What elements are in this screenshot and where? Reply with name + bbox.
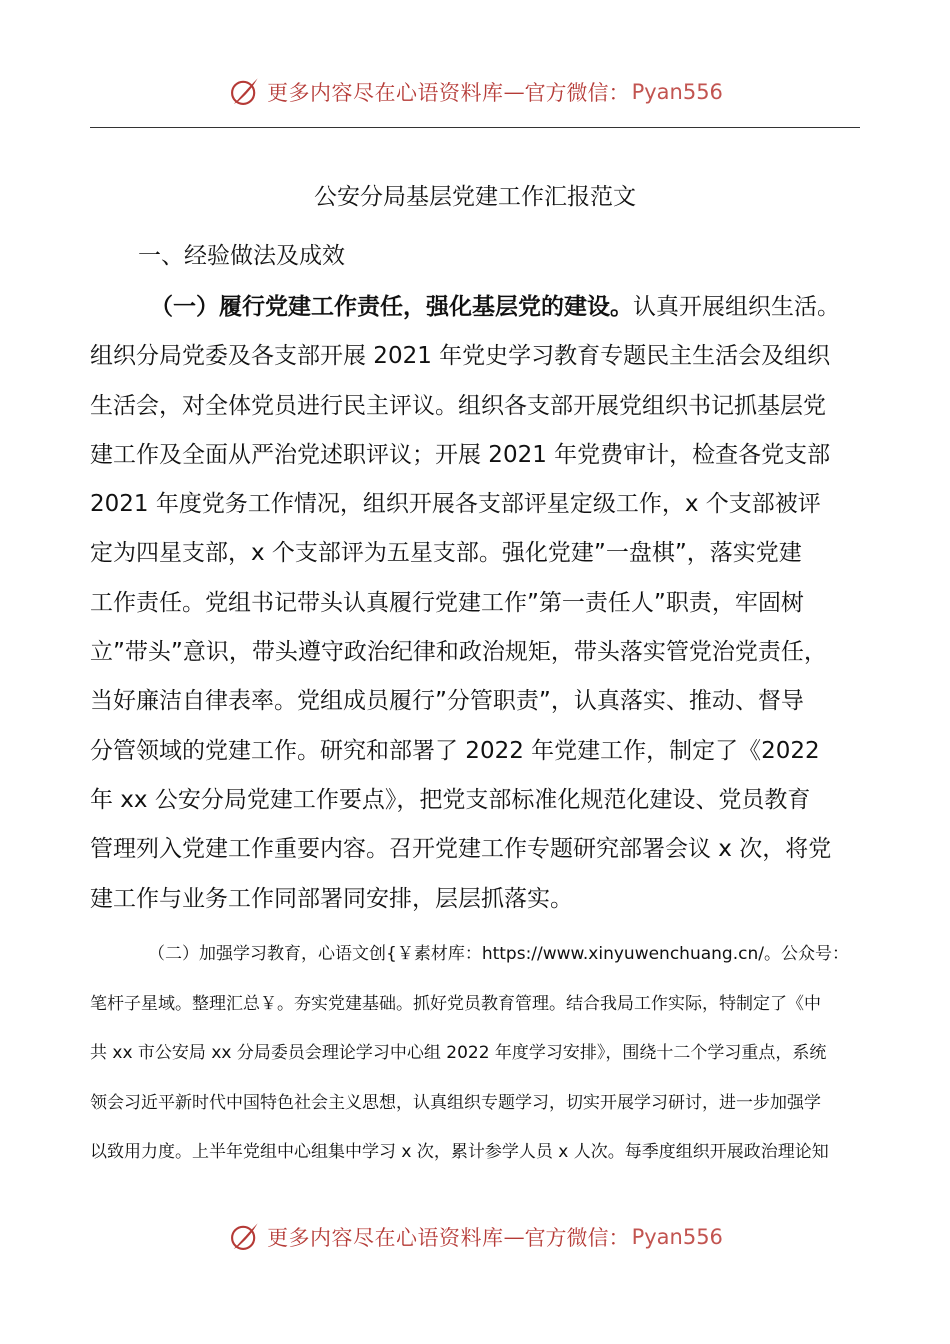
quill-pen-logo-icon: [227, 75, 261, 109]
paragraph-2-line: 共 xx 市公安局 xx 分局委员会理论学习中心组 2022 年度学习安排》，围绕十二个学习重点，系统: [90, 1043, 827, 1063]
banner-separator: —: [503, 80, 525, 104]
header-watermark-banner: [0, 72, 950, 112]
paragraph-1-line: 建工作及全面从严治党述职评议；开展 2021 年党费审计，检查各党支部: [90, 441, 831, 468]
footer-watermark-banner: [0, 1217, 950, 1257]
paragraph-1-line: 生活会，对全体党员进行民主评议。组织各支部开展党组织书记抓基层党: [90, 392, 826, 419]
paragraph-1-line: [90, 283, 870, 332]
quill-pen-logo-icon: [227, 1220, 261, 1254]
paragraph-1-line-text: 认真开展组织生活。: [633, 294, 840, 320]
banner-main-text: 更多内容尽在心语资料库: [267, 1226, 504, 1250]
banner-main-text: 更多内容尽在心语资料库: [267, 81, 504, 105]
paragraph-1-line: 管理列入党建工作重要内容。召开党建工作专题研究部署会议 x 次，将党: [90, 836, 832, 863]
paragraph-2-line: 笔杆子星域。整理汇总￥。夯实党建基础。抓好党员教育管理。结合我局工作实际，特制定了《中: [90, 993, 821, 1014]
paragraph-1-line: 2021 年度党务工作情况，组织开展各支部评星定级工作，x 个支部被评: [90, 491, 821, 518]
paragraph-1-line: 立”带头”意识，带头遵守政治纪律和政治规矩，带头落实管党治党责任，: [90, 639, 827, 666]
paragraph-2-line: （二）加强学习教育，心语文创{￥素材库：https://www.xinyuwenchuang.cn/。公众号：: [148, 944, 849, 964]
paragraph-1-line: 定为四星支部，x 个支部评为五星支部。强化党建”一盘棋”，落实党建: [90, 540, 802, 567]
paragraph-1: [90, 283, 870, 924]
paragraph-1-line: 建工作与业务工作同部署同安排，层层抓落实。: [90, 885, 573, 912]
banner-wechat-label: 官方微信：: [524, 1226, 630, 1250]
paragraph-1-line: 当好廉洁自律表率。党组成员履行”分管职责”，认真落实、推动、督导: [90, 688, 804, 715]
banner-wechat-id: Pyan556: [631, 1225, 723, 1249]
paragraph-2: [90, 930, 870, 1178]
section-heading: 一、经验做法及成效: [138, 243, 345, 269]
paragraph-1-line: 年 xx 公安分局党建工作要点》，把党支部标准化规范化建设、党员教育: [90, 786, 811, 813]
paragraph-1-line: 组织分局党委及各支部开展 2021 年党史学习教育专题民主生活会及组织: [90, 343, 831, 370]
paragraph-1-line: 分管领域的党建工作。研究和部署了 2022 年党建工作，制定了《2022: [90, 737, 820, 764]
paragraph-1-bold-lead: （一）履行党建工作责任，强化基层党的建设。: [150, 294, 633, 320]
paragraph-2-line: 以致用力度。上半年党组中心组集中学习 x 次，累计参学人员 x 人次。每季度组织开展政治理论知: [90, 1142, 829, 1162]
document-title: 公安分局基层党建工作汇报范文: [314, 184, 636, 210]
paragraph-2-line: 领会习近平新时代中国特色社会主义思想，认真组织专题学习，切实开展学习研讨，进一步加强学: [90, 1092, 821, 1113]
paragraph-1-line: 工作责任。党组书记带头认真履行党建工作”第一责任人”职责，牢固树: [90, 589, 804, 616]
banner-wechat-id: Pyan556: [631, 80, 723, 104]
banner-wechat-label: 官方微信：: [524, 81, 630, 105]
header-divider: [90, 127, 860, 128]
banner-separator: —: [503, 1225, 525, 1249]
